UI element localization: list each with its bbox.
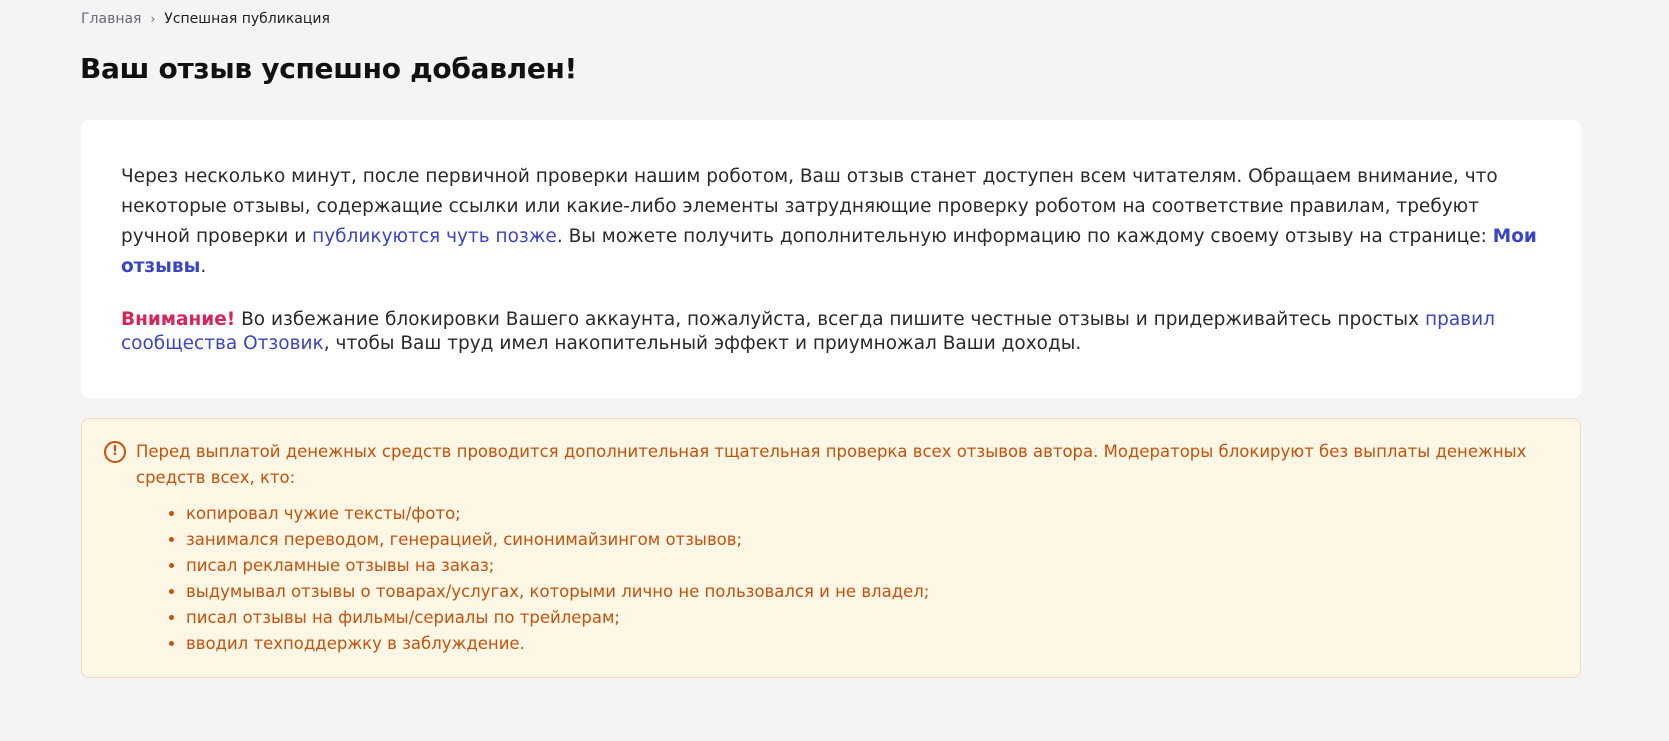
list-item: • писал отзывы на фильмы/сериалы по трейлерам; [186, 605, 1540, 631]
list-item: • занимался переводом, генерацией, синонимайзингом отзывов; [186, 527, 1540, 553]
my-reviews-link[interactable]: Мои отзывы [121, 226, 1537, 277]
info-text-end: . [200, 256, 207, 277]
warning-paragraph [121, 308, 1541, 356]
breadcrumb-separator: › [150, 12, 156, 26]
community-rules-link[interactable]: правил сообщества Отзовик [121, 309, 1495, 354]
payout-warning-alert [81, 418, 1581, 678]
info-paragraph [121, 162, 1541, 282]
info-text-part2: . Вы можете получить дополнительную информацию по каждому своему отзыву на странице: [556, 226, 1493, 247]
list-item: • вводил техподдержку в заблуждение. [186, 631, 1540, 657]
info-card [81, 120, 1581, 398]
violations-list [136, 501, 1540, 657]
breadcrumb [81, 9, 330, 29]
attention-label: Внимание! [121, 309, 236, 330]
list-item: • писал рекламные отзывы на заказ; [186, 553, 1540, 579]
exclamation-circle-icon: ! [104, 441, 126, 463]
list-item: • выдумывал отзывы о товарах/услугах, которыми лично не пользовался и не владел; [186, 579, 1540, 605]
breadcrumb-current: Успешная публикация [164, 11, 330, 27]
page-title: Ваш отзыв успешно добавлен! [80, 52, 578, 85]
breadcrumb-home-link[interactable]: Главная [81, 11, 142, 27]
warning-text-part2: , чтобы Ваш труд имел накопительный эффект и приумножал Ваши доходы. [323, 333, 1082, 354]
info-text-part1: Через несколько минут, после первичной проверки нашим роботом, Ваш отзыв станет доступен всем читателям. Обращаем внимание, что некоторые отзывы, содержащие ссылки или какие-либо элементы затрудняющие проверку роботом на соответствие правилам, требуют ручной проверки и [121, 166, 1498, 247]
published-later-link[interactable]: публикуются чуть позже [312, 226, 557, 247]
alert-text: Перед выплатой денежных средств проводится дополнительная тщательная проверка всех отзывов автора. Модераторы блокируют без выплаты денежных средств всех, кто: [136, 442, 1527, 487]
list-item: • копировал чужие тексты/фото; [186, 501, 1540, 527]
warning-text-part1: Во избежание блокировки Вашего аккаунта, пожалуйста, всегда пишите честные отзывы и придерживайтесь простых [235, 309, 1425, 330]
